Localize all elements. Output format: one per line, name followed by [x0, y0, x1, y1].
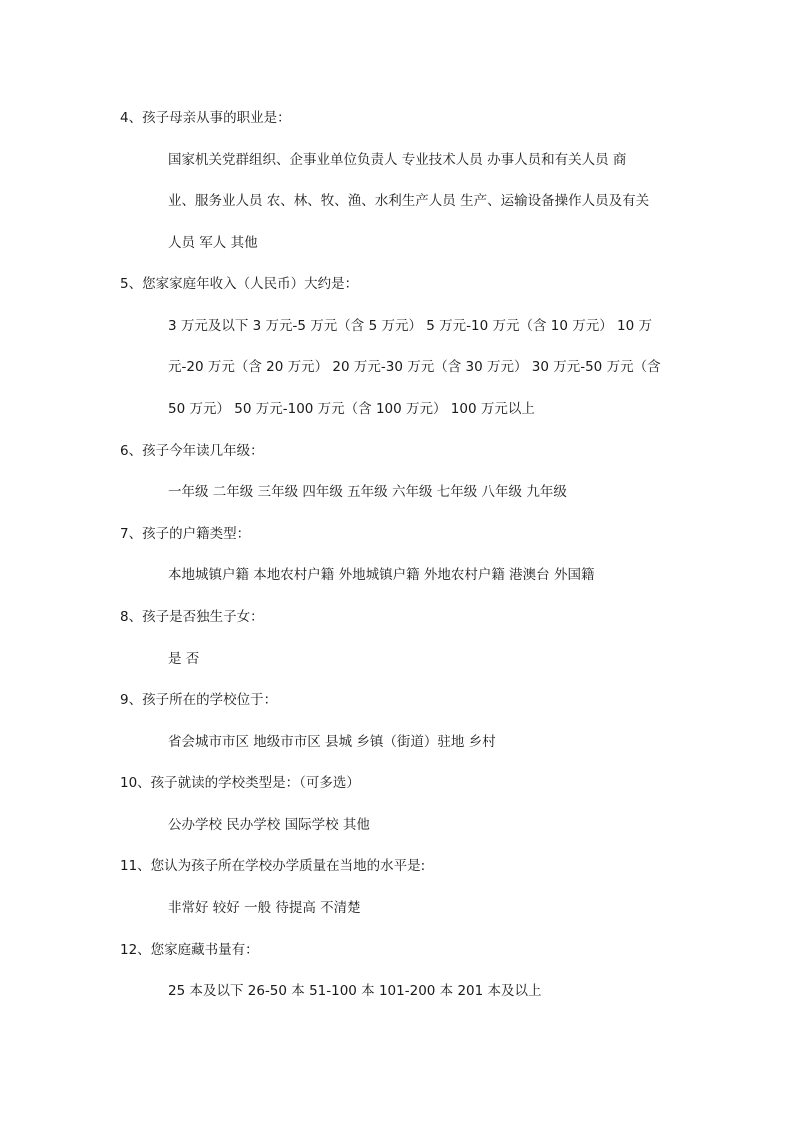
question-10-label: 10、孩子就读的学校类型是：（可多选） — [120, 775, 360, 791]
question-4-label: 4、孩子母亲从事的职业是： — [120, 110, 291, 126]
question-4-options-line-2: 业、服务业人员 农、林、牧、渔、水利生产人员 生产、运输设备操作人员及有关 — [168, 193, 650, 209]
question-11-options-line-1: 非常好 较好 一般 待提高 不清楚 — [168, 900, 361, 916]
question-9-options-line-1: 省会城市市区 地级市市区 县城 乡镇（街道）驻地 乡村 — [168, 734, 496, 750]
question-5-options-line-2: 元-20 万元（含 20 万元） 20 万元-30 万元（含 30 万元） 30 万元-50 万元（含 — [168, 359, 661, 375]
question-5-options-line-1: 3 万元及以下 3 万元-5 万元（含 5 万元） 5 万元-10 万元（含 10 万元） 10 万 — [168, 318, 653, 334]
question-7-options-line-1: 本地城镇户籍 本地农村户籍 外地城镇户籍 外地农村户籍 港澳台 外国籍 — [168, 567, 595, 583]
question-4-options-line-3: 人员 军人 其他 — [168, 235, 258, 251]
question-12-label: 12、您家庭藏书量有： — [120, 942, 259, 958]
question-8-label: 8、孩子是否独生子女： — [120, 609, 264, 625]
question-11-label: 11、您认为孩子所在学校办学质量在当地的水平是: — [120, 858, 426, 874]
question-7-label: 7、孩子的户籍类型： — [120, 526, 251, 542]
question-5-options-line-3: 50 万元） 50 万元-100 万元（含 100 万元） 100 万元以上 — [168, 401, 535, 417]
question-10-options-line-1: 公办学校 民办学校 国际学校 其他 — [168, 817, 370, 833]
question-6-options-line-1: 一年级 二年级 三年级 四年级 五年级 六年级 七年级 八年级 九年级 — [168, 484, 567, 500]
question-6-label: 6、孩子今年读几年级： — [120, 443, 264, 459]
question-5-label: 5、您家家庭年收入（人民币）大约是： — [120, 276, 359, 292]
question-12-options-line-1: 25 本及以下 26-50 本 51-100 本 101-200 本 201 本及以上 — [168, 983, 542, 999]
question-8-options-line-1: 是 否 — [168, 651, 200, 667]
question-4-options-line-1: 国家机关党群组织、企事业单位负责人 专业技术人员 办事人员和有关人员 商 — [168, 152, 627, 168]
question-9-label: 9、孩子所在的学校位于： — [120, 692, 278, 708]
